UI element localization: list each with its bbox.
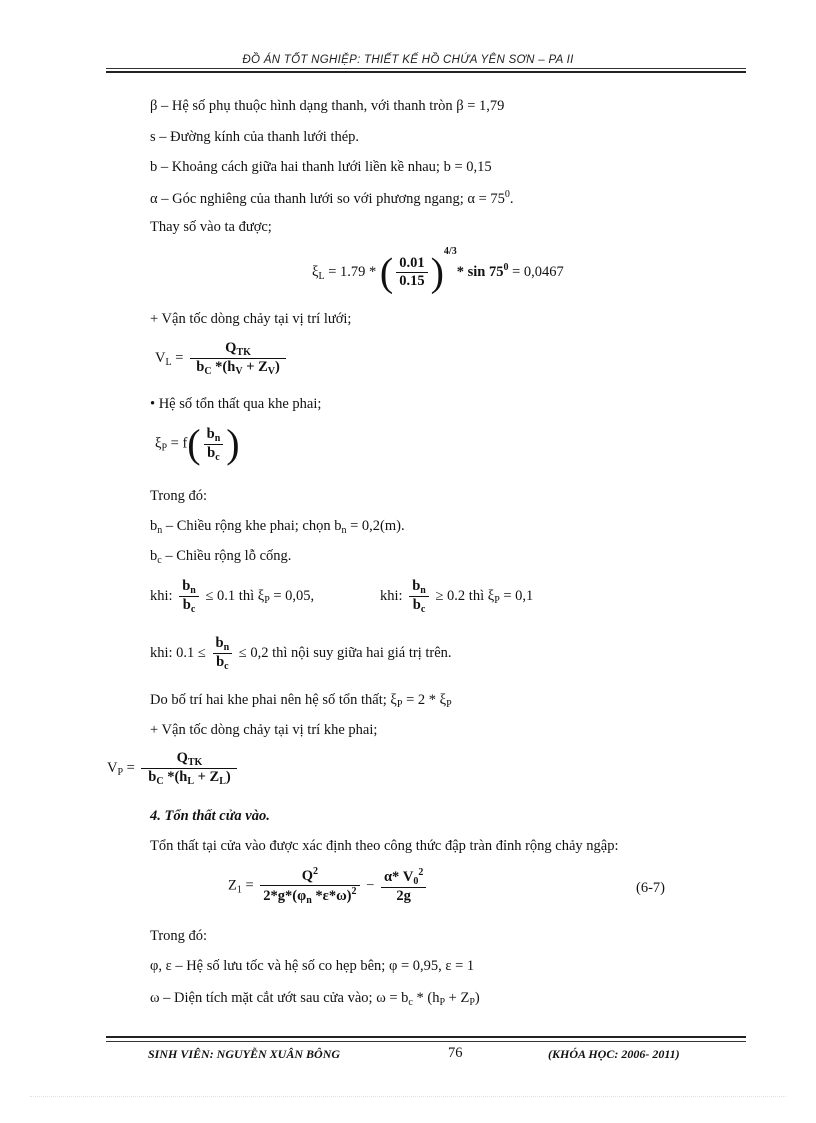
text-line-where: Trong đó: — [150, 488, 208, 504]
text-line-beta: β – Hệ số phụ thuộc hình dạng thanh, với thanh tròn β = 1,79 — [150, 98, 505, 114]
header-rule-thin — [106, 68, 746, 69]
footer-rule-thick — [106, 1036, 746, 1038]
text-line-phi-eps: φ, ε – Hệ số lưu tốc và hệ số co hẹp bên; φ = 0,95, ε = 1 — [150, 958, 475, 974]
footer-student: SINH VIÊN: NGUYỄN XUÂN BÔNG — [148, 1047, 341, 1061]
equation-xi-L: $\xi_L = 1.79$ * ( $\frac{0.01}{0.15}$ )$^{4/3}$* $\sin 75^0 = 0,0467$ — [312, 246, 564, 295]
equation-Z1: $Z_1$ = $\frac{Q^2}{2*g*(\varphi_n *\varepsilon*\omega)^2}$ − $\frac{\alpha* V_0^2}{2g}$ — [228, 866, 429, 906]
equation-xi-P: $\xi_P = f$( $\frac{b_n}{b_c}$ ) — [155, 421, 240, 466]
text-line-velocity-gate: + Vận tốc dòng chảy tại vị trí khe phai; — [150, 722, 378, 738]
equation-VP: $V_P$ = $\frac{Q_{TK}}{b_C *(h_L + Z_L)}$ — [107, 750, 240, 787]
footer-rule-thin — [106, 1041, 746, 1042]
page-header-title: ĐỒ ÁN TỐT NGHIỆP: THIẾT KẾ HỒ CHỨA YÊN SƠN – PA II — [242, 54, 574, 66]
page-number: 76 — [448, 1045, 463, 1061]
text-line-inlet-loss: Tổn thất tại cửa vào được xác định theo công thức đập tràn đỉnh rộng chảy ngập: — [150, 838, 619, 854]
text-line-where-2: Trong đó: — [150, 928, 208, 944]
text-line-velocity-grid: + Vận tốc dòng chảy tại vị trí lưới; — [150, 311, 352, 327]
equation-VL: $V_L$ = $\frac{Q_{TK}}{b_C *(h_V + Z_V)}$ — [155, 340, 289, 377]
text-line-alpha: α – Góc nghiêng của thanh lưới so với phương ngang; $\alpha = 75^0$. — [150, 189, 514, 207]
condition-low: khi: $\frac{b_n}{b_c}$ ≤ 0.1 thì $\xi_P = 0,05$, — [150, 578, 315, 615]
footer-course: (KHÓA HỌC: 2006- 2011) — [548, 1047, 680, 1061]
header-rule-thick — [106, 71, 746, 73]
page-bottom-dotted-line — [30, 1096, 786, 1097]
condition-interpolate: khi: 0.1 ≤ $\frac{b_n}{b_c}$ ≤ 0,2 thì nội suy giữa hai giá trị trên. — [150, 635, 452, 672]
text-line-bn: $b_n$ – Chiều rộng khe phai; chọn $b_n = 0,2(m)$. — [150, 518, 405, 536]
text-line-omega: ω – Diện tích mặt cắt ướt sau cửa vào; $\omega = b_c * (h_P + Z_P)$ — [150, 990, 480, 1008]
text-line-s: s – Đường kính của thanh lưới thép. — [150, 129, 360, 145]
equation-number: (6-7) — [636, 880, 665, 896]
section-heading-4: 4. Tổn thất cửa vào. — [150, 808, 270, 824]
text-line-substitute: Thay số vào ta được; — [150, 219, 272, 235]
text-line-gate-loss: • Hệ số tổn thất qua khe phai; — [150, 396, 322, 412]
condition-high: khi: $\frac{b_n}{b_c}$ ≥ 0.2 thì $\xi_P = 0,1$ — [380, 578, 534, 615]
text-line-two-gates: Do bố trí hai khe phai nên hệ số tổn thất; $\xi_P = 2 * \xi_P$ — [150, 692, 452, 710]
text-line-b: b – Khoảng cách giữa hai thanh lưới liền kề nhau; b = 0,15 — [150, 159, 492, 175]
text-line-bc: $b_c$ – Chiều rộng lỗ cống. — [150, 548, 292, 566]
